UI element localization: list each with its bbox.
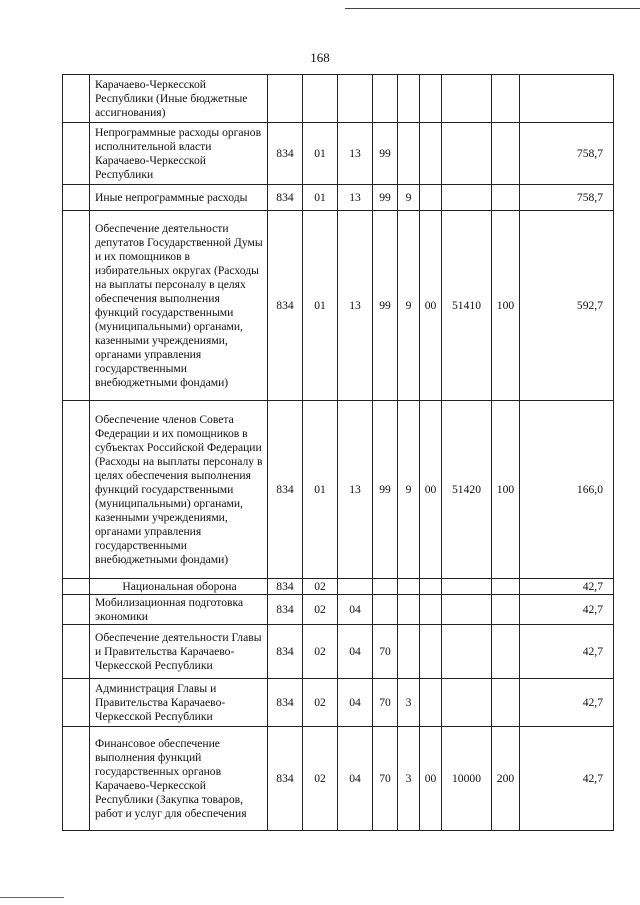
code-cell-p4: 10000 (442, 727, 492, 831)
table-row (63, 211, 614, 401)
table-row (63, 625, 614, 679)
table-row (63, 727, 614, 831)
code-cell-p4 (442, 625, 492, 679)
code-cell-p3 (420, 123, 442, 185)
row-number-cell (63, 401, 90, 579)
code-cell-p4 (442, 75, 492, 123)
amount-cell: 166,0 (520, 401, 614, 579)
code-cell-vr (492, 579, 520, 595)
row-number-cell (63, 185, 90, 211)
code-cell-pr: 13 (338, 401, 373, 579)
code-cell-gr: 834 (268, 727, 303, 831)
code-cell-p2 (398, 625, 420, 679)
amount-cell: 758,7 (520, 185, 614, 211)
item-name-cell: Обеспечение деятельности депутатов Государственной Думы и их помощников в избирательных округах (Расходы на выплаты персоналу в целях обеспечения выполнения функций государственными (муниципальными) органами, казенными учреждениями, органами управления государственными внебюджетными фондами) (90, 211, 268, 401)
item-name-cell: Финансовое обеспечение выполнения функций государственных органов Карачаево-Черкесской Республики (Закупка товаров, работ и услуг для обеспечения (90, 727, 268, 831)
code-cell-gr: 834 (268, 123, 303, 185)
code-cell-pr: 13 (338, 123, 373, 185)
code-cell-vr (492, 595, 520, 625)
code-cell-gr: 834 (268, 401, 303, 579)
code-cell-pr: 04 (338, 679, 373, 727)
code-cell-pr: 04 (338, 595, 373, 625)
code-cell-pr (338, 579, 373, 595)
row-number-cell (63, 727, 90, 831)
code-cell-gr: 834 (268, 625, 303, 679)
code-cell-p2: 3 (398, 679, 420, 727)
code-cell-rz: 01 (303, 185, 338, 211)
code-cell-vr: 200 (492, 727, 520, 831)
amount-cell: 42,7 (520, 727, 614, 831)
code-cell-rz: 02 (303, 679, 338, 727)
code-cell-p4 (442, 185, 492, 211)
code-cell-rz: 01 (303, 211, 338, 401)
code-cell-p1: 99 (373, 185, 398, 211)
code-cell-p3: 00 (420, 211, 442, 401)
code-cell-vr (492, 123, 520, 185)
code-cell-vr (492, 625, 520, 679)
code-cell-pr (338, 75, 373, 123)
table-row (63, 595, 614, 625)
table-row (63, 123, 614, 185)
item-name-cell: Карачаево-Черкесской Республики (Иные бюджетные ассигнования) (90, 75, 268, 123)
code-cell-p3 (420, 679, 442, 727)
code-cell-p2 (398, 123, 420, 185)
code-cell-p2: 9 (398, 211, 420, 401)
table-row (63, 679, 614, 727)
code-cell-p2: 3 (398, 727, 420, 831)
code-cell-gr: 834 (268, 679, 303, 727)
code-cell-p2: 9 (398, 401, 420, 579)
code-cell-p3 (420, 185, 442, 211)
code-cell-p4 (442, 595, 492, 625)
code-cell-pr: 13 (338, 211, 373, 401)
amount-cell: 42,7 (520, 595, 614, 625)
row-number-cell (63, 75, 90, 123)
code-cell-p1: 99 (373, 123, 398, 185)
amount-cell (520, 75, 614, 123)
code-cell-p1: 70 (373, 727, 398, 831)
code-cell-p4 (442, 123, 492, 185)
code-cell-rz: 02 (303, 727, 338, 831)
row-number-cell (63, 123, 90, 185)
code-cell-p2 (398, 595, 420, 625)
code-cell-vr: 100 (492, 401, 520, 579)
amount-cell: 42,7 (520, 679, 614, 727)
amount-cell: 592,7 (520, 211, 614, 401)
code-cell-gr: 834 (268, 579, 303, 595)
item-name-cell: Непрограммные расходы органов исполнительной власти Карачаево-Черкесской Республики (90, 123, 268, 185)
code-cell-p4: 51410 (442, 211, 492, 401)
row-number-cell (63, 211, 90, 401)
code-cell-gr: 834 (268, 185, 303, 211)
code-cell-gr: 834 (268, 595, 303, 625)
row-number-cell (63, 625, 90, 679)
row-number-cell (63, 579, 90, 595)
code-cell-p1: 99 (373, 401, 398, 579)
code-cell-p1 (373, 579, 398, 595)
row-number-cell (63, 679, 90, 727)
table-row (63, 579, 614, 595)
table-row (63, 401, 614, 579)
code-cell-p4 (442, 579, 492, 595)
code-cell-rz: 02 (303, 625, 338, 679)
amount-cell: 758,7 (520, 123, 614, 185)
code-cell-vr (492, 679, 520, 727)
code-cell-pr: 04 (338, 625, 373, 679)
code-cell-p2: 9 (398, 185, 420, 211)
item-name-cell: Национальная оборона (90, 579, 268, 595)
scan-edge-line (0, 897, 64, 898)
code-cell-p3: 00 (420, 727, 442, 831)
code-cell-p2 (398, 579, 420, 595)
row-number-cell (63, 595, 90, 625)
code-cell-rz: 01 (303, 401, 338, 579)
code-cell-p3 (420, 595, 442, 625)
code-cell-vr (492, 75, 520, 123)
code-cell-vr: 100 (492, 211, 520, 401)
code-cell-p3 (420, 579, 442, 595)
code-cell-p4 (442, 679, 492, 727)
item-name-cell: Мобилизационная подготовка экономики (90, 595, 268, 625)
amount-cell: 42,7 (520, 625, 614, 679)
budget-table (62, 74, 614, 831)
code-cell-pr: 04 (338, 727, 373, 831)
code-cell-p1: 70 (373, 625, 398, 679)
page-number: 168 (310, 50, 330, 65)
code-cell-pr: 13 (338, 185, 373, 211)
code-cell-vr (492, 185, 520, 211)
code-cell-p3 (420, 625, 442, 679)
table-row (63, 75, 614, 123)
item-name-cell: Иные непрограммные расходы (90, 185, 268, 211)
code-cell-p1: 70 (373, 679, 398, 727)
amount-cell: 42,7 (520, 579, 614, 595)
code-cell-rz: 02 (303, 579, 338, 595)
code-cell-p1 (373, 595, 398, 625)
item-name-cell: Администрация Главы и Правительства Карачаево-Черкесской Республики (90, 679, 268, 727)
code-cell-gr: 834 (268, 211, 303, 401)
code-cell-p1: 99 (373, 211, 398, 401)
code-cell-p1 (373, 75, 398, 123)
code-cell-p2 (398, 75, 420, 123)
code-cell-gr (268, 75, 303, 123)
code-cell-p3: 00 (420, 401, 442, 579)
code-cell-p4: 51420 (442, 401, 492, 579)
item-name-cell: Обеспечение деятельности Главы и Правительства Карачаево-Черкесской Республики (90, 625, 268, 679)
scan-edge-line (345, 8, 640, 9)
table-row (63, 185, 614, 211)
code-cell-rz: 02 (303, 595, 338, 625)
code-cell-rz: 01 (303, 123, 338, 185)
code-cell-p3 (420, 75, 442, 123)
code-cell-rz (303, 75, 338, 123)
item-name-cell: Обеспечение членов Совета Федерации и их помощников в субъектах Российской Федерации (Расходы на выплаты персоналу в целях обеспечения выполнения функций государственными (муниципальными) органами, казенными учреждениями, органами управления государственными внебюджетными фондами) (90, 401, 268, 579)
